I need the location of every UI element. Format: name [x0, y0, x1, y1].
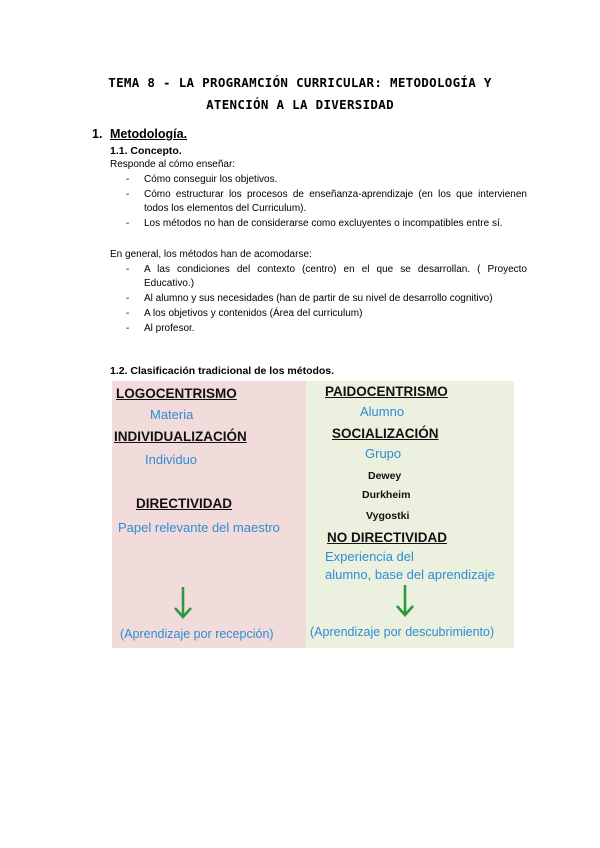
list-item: - Cómo estructurar los procesos de enseñanza-aprendizaje (en los que intervienen todos los elementos del Curriculum). — [126, 188, 527, 216]
papel-maestro-text: Papel relevante del maestro — [118, 520, 280, 535]
grupo-text: Grupo — [365, 446, 402, 461]
individualizacion-label: INDIVIDUALIZACIÓN — [114, 429, 247, 444]
right-panel-paidocentrismo — [306, 381, 514, 648]
list-item: - A los objetivos y contenidos (Área del curriculum) — [126, 307, 527, 321]
experiencia-text-line1: Experiencia del — [325, 549, 414, 564]
list-item: - Los métodos no han de considerarse como excluyentes o incompatibles entre sí. — [126, 217, 527, 231]
experiencia-text-line2: alumno, base del aprendizaje — [325, 567, 495, 582]
durkheim-text: Durkheim — [362, 489, 411, 501]
subsection-heading-concepto: 1.1. Concepto. — [110, 145, 182, 157]
vygostki-text: Vygostki — [366, 510, 410, 522]
dewey-text: Dewey — [368, 470, 402, 482]
title-line-1: TEMA 8 - LA PROGRAMCIÓN CURRICULAR: METODOLOGÍA Y — [108, 75, 492, 90]
down-arrow-icon — [173, 586, 193, 620]
paidocentrismo-label: PAIDOCENTRISMO — [325, 384, 448, 399]
socializacion-label: SOCIALIZACIÓN — [332, 426, 439, 441]
section-number: 1. — [92, 127, 103, 141]
directividad-label: DIRECTIVIDAD — [136, 496, 233, 511]
document-title — [60, 72, 540, 116]
list-item: - A las condiciones del contexto (centro) en el que se desarrollan. ( Proyecto Educativo.) — [126, 263, 527, 291]
individuo-text: Individuo — [145, 452, 198, 467]
materia-text: Materia — [150, 407, 194, 422]
aprendizaje-recepcion-text: (Aprendizaje por recepción) — [120, 627, 274, 641]
list-item: - Al alumno y sus necesidades (han de partir de su nivel de desarrollo cognitivo) — [126, 292, 527, 306]
left-panel-logocentrismo — [112, 381, 306, 648]
down-arrow-icon — [395, 584, 415, 618]
list-item: - Al profesor. — [126, 322, 527, 336]
alumno-text: Alumno — [360, 404, 405, 419]
subsection-heading-clasificacion: 1.2. Clasificación tradicional de los métodos. — [110, 365, 335, 377]
intro-paragraph-2: En general, los métodos han de acomodarse: — [110, 249, 312, 260]
section-heading — [92, 127, 187, 141]
no-directividad-label: NO DIRECTIVIDAD — [327, 530, 448, 545]
concept-bullet-list — [126, 173, 527, 232]
methods-bullet-list — [126, 263, 527, 337]
section-title: Metodología. — [110, 127, 188, 141]
aprendizaje-descubrimiento-text: (Aprendizaje por descubrimiento) — [310, 625, 495, 639]
title-line-2: ATENCIÓN A LA DIVERSIDAD — [206, 97, 394, 112]
list-item: - Cómo conseguir los objetivos. — [126, 173, 527, 187]
intro-paragraph: Responde al cómo enseñar: — [110, 159, 236, 170]
logocentrismo-label: LOGOCENTRISMO — [116, 386, 237, 401]
